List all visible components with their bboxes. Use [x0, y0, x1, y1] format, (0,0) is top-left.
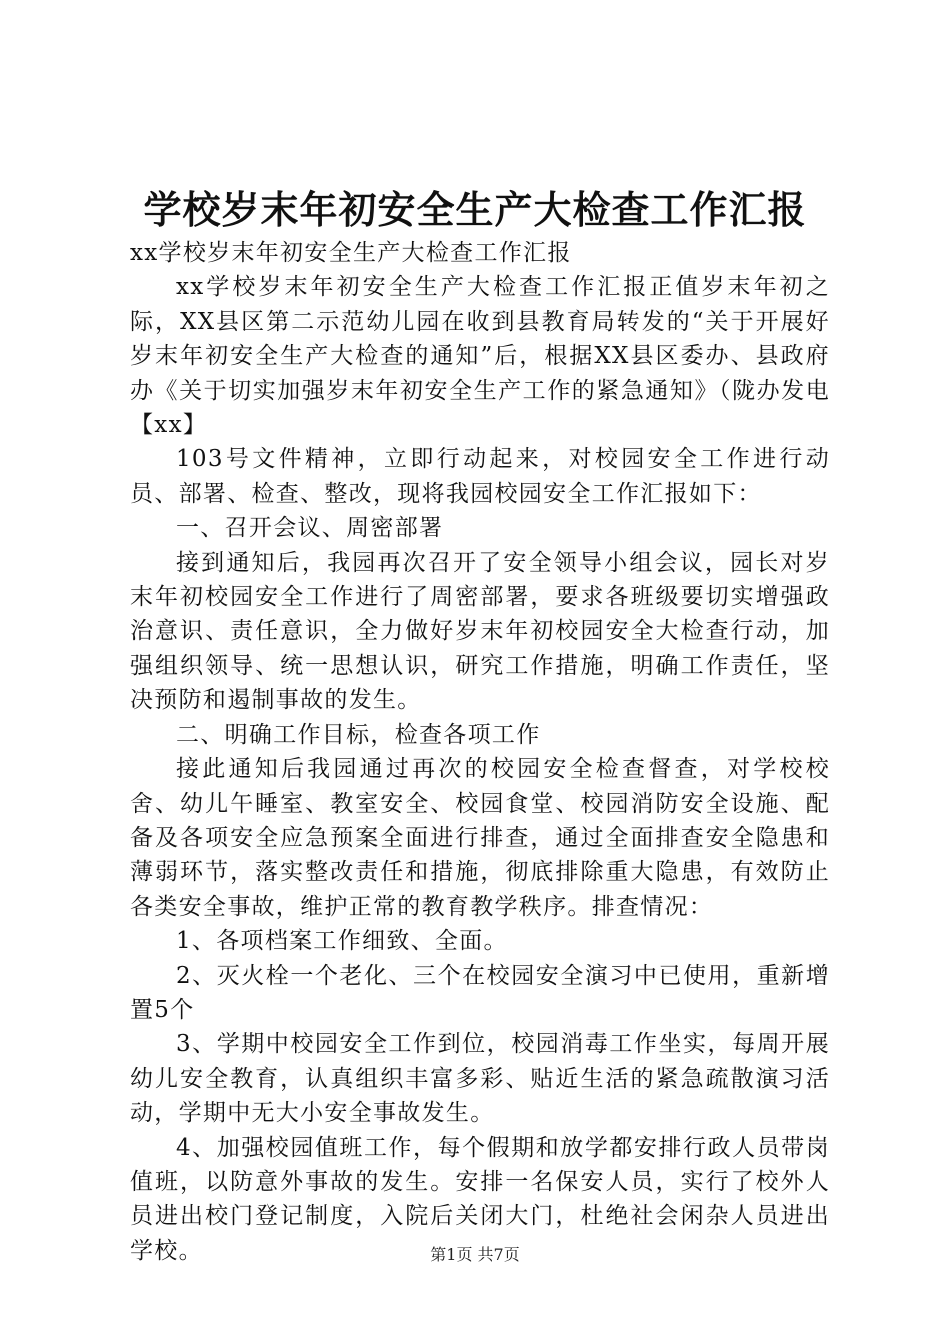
list-item-1: 1、各项档案工作细致、全面。 — [176, 928, 508, 955]
subtitle-paragraph: xx学校岁末年初安全生产大检查工作汇报 — [130, 240, 572, 266]
intro-continuation-paragraph: 103号文件精神，立即行动起来，对校园安全工作进行动员、部署、检查、整改，现将我园校园安全工作汇报如下： — [130, 446, 830, 507]
list-item-2: 2、灭火栓一个老化、三个在校园安全演习中已使用，重新增置5个 — [130, 962, 830, 1023]
page-number-footer: 第1页 共7页 — [430, 1245, 520, 1264]
document-body — [130, 236, 830, 1268]
list-item-3: 3、学期中校园安全工作到位，校园消毒工作坐实，每周开展幼儿安全教育，认真组织丰富多彩、贴近生活的紧急疏散演习活动，学期中无大小安全事故发生。 — [130, 1031, 830, 1127]
section-2-paragraph: 接此通知后我园通过再次的校园安全检查督查，对学校校舍、幼儿午睡室、教室安全、校园食堂、校园消防安全设施、配备及各项安全应急预案全面进行排查，通过全面排查安全隐患和薄弱环节，落实整改责任和措施，彻底排除重大隐患，有效防止各类安全事故，维护正常的教育教学秩序。排查情况： — [130, 756, 830, 920]
section-1-paragraph: 接到通知后，我园再次召开了安全领导小组会议，园长对岁末年初校园安全工作进行了周密部署，要求各班级要切实增强政治意识、责任意识，全力做好岁末年初校园安全大检查行动，加强组织领导、统一思想认识，研究工作措施，明确工作责任，坚决预防和遏制事故的发生。 — [130, 549, 830, 714]
intro-paragraph: xx学校岁末年初安全生产大检查工作汇报正值岁末年初之际，XX县区第二示范幼儿园在收到县教育局转发的“关于开展好岁末年初安全生产大检查的通知”后，根据XX县区委办、县政府办《关于切实加强岁末年初安全生产工作的紧急通知》（陇办发电【xx】 — [130, 274, 830, 439]
section-heading-1: 一、召开会议、周密部署 — [176, 515, 444, 542]
section-heading-2: 二、明确工作目标，检查各项工作 — [176, 721, 541, 748]
page-title: 学校岁末年初安全生产大检查工作汇报 — [143, 187, 807, 232]
list-item-4: 4、加强校园值班工作，每个假期和放学都安排行政人员带岗值班，以防意外事故的发生。安排一名保安人员，实行了校外人员进出校门登记制度，入院后关闭大门，杜绝社会闲杂人员进出学校。 — [130, 1134, 830, 1264]
